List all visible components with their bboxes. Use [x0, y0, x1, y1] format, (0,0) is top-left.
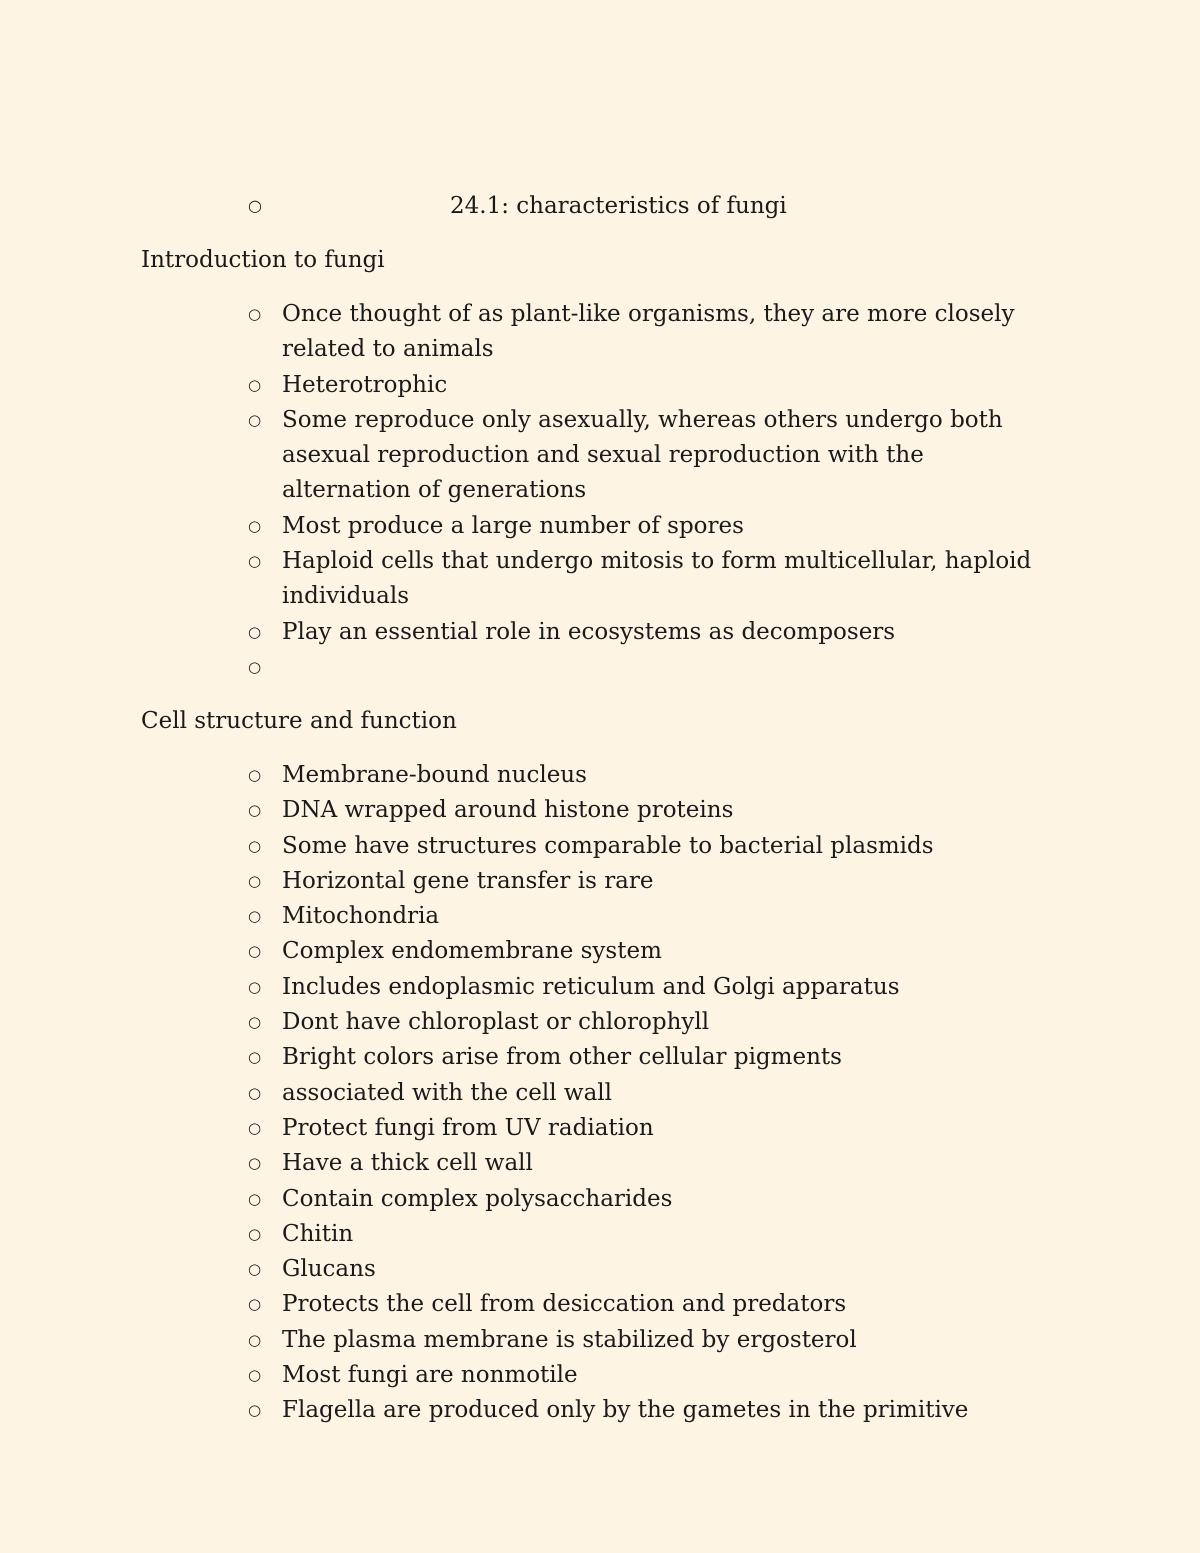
section-heading-introduction: Introduction to fungi [141, 247, 385, 273]
bullet-icon: ○ [248, 622, 262, 641]
list-item-text: Bright colors arise from other cellular pigments [282, 1044, 842, 1071]
list-item [248, 1252, 1048, 1287]
list-item-text: Some reproduce only asexually, whereas others undergo both asexual reproduction and sexual reproduction with the alternation of generations [282, 406, 1003, 504]
bullet-icon: ○ [248, 1366, 262, 1385]
list-item-text: Dont have chloroplast or chlorophyll [282, 1009, 710, 1036]
list-item-text: Have a thick cell wall [282, 1150, 533, 1177]
list-item-text: Contain complex polysaccharides [282, 1185, 673, 1212]
list-item [248, 1217, 1048, 1252]
bullet-icon: ○ [248, 552, 262, 571]
list-item [248, 758, 1048, 793]
list-item [248, 1182, 1048, 1217]
bullet-icon: ○ [248, 516, 262, 535]
list-item [248, 793, 1048, 828]
list-item [248, 1111, 1048, 1146]
list-item [248, 934, 1048, 969]
bullet-icon: ○ [248, 1083, 262, 1102]
list-item-text: Membrane-bound nucleus [282, 762, 587, 788]
list-item [248, 403, 1048, 509]
bullet-icon: ○ [248, 410, 262, 429]
bullet-icon: ○ [248, 1154, 262, 1173]
list-item-text: Most fungi are nonmotile [282, 1362, 578, 1389]
bullet-icon: ○ [248, 375, 262, 394]
bullet-icon: ○ [248, 836, 262, 855]
bullet-icon: ○ [248, 305, 262, 323]
list-item-text: Most produce a large number of spores [282, 512, 744, 539]
cell-structure-list [248, 758, 1048, 1429]
list-item-text: Includes endoplasmic reticulum and Golgi apparatus [282, 973, 900, 1000]
list-item-text: DNA wrapped around histone proteins [282, 797, 734, 824]
list-item-text: Protect fungi from UV radiation [282, 1114, 654, 1141]
bullet-icon: ○ [248, 657, 262, 676]
bullet-icon: ○ [248, 1013, 262, 1032]
list-item [248, 1005, 1048, 1040]
list-item-text: Complex endomembrane system [282, 938, 662, 965]
list-item [248, 544, 1048, 615]
list-item-text: Play an essential role in ecosystems as decomposers [282, 618, 896, 645]
list-item [248, 1287, 1048, 1322]
list-item [248, 297, 1048, 368]
page-title: 24.1: characteristics of fungi [450, 193, 787, 219]
list-item-text: Chitin [282, 1220, 354, 1247]
list-item-text: Horizontal gene transfer is rare [282, 867, 654, 894]
list-item-text: Once thought of as plant-like organisms, they are more closely related to animals [282, 301, 1015, 363]
list-item [248, 1323, 1048, 1358]
list-item [248, 650, 1048, 685]
bullet-icon: ○ [248, 1401, 262, 1420]
list-item [248, 970, 1048, 1005]
list-item-text: Flagella are produced only by the gametes in the primitive [282, 1397, 969, 1424]
bullet-icon: ○ [248, 977, 262, 996]
title-row [0, 188, 1200, 224]
bullet-icon: ○ [248, 871, 262, 890]
list-item [248, 864, 1048, 899]
list-item [248, 1040, 1048, 1075]
list-item [248, 1358, 1048, 1393]
list-item-text: Some have structures comparable to bacterial plasmids [282, 832, 934, 859]
bullet-icon: ○ [248, 1048, 262, 1067]
list-item-text: The plasma membrane is stabilized by ergosterol [282, 1326, 857, 1353]
list-item [248, 368, 1048, 403]
list-item-text: Haploid cells that undergo mitosis to form multicellular, haploid individuals [282, 548, 1032, 610]
bullet-icon: ○ [248, 1189, 262, 1208]
list-item [248, 1076, 1048, 1111]
list-item [248, 1146, 1048, 1181]
bullet-icon: ○ [248, 1295, 262, 1314]
list-item [248, 615, 1048, 650]
list-item-text: Glucans [282, 1256, 376, 1283]
bullet-icon: ○ [248, 1260, 262, 1279]
introduction-list [248, 297, 1048, 685]
title-bullet: ○ [248, 196, 262, 215]
list-item [248, 899, 1048, 934]
list-item-text: associated with the cell wall [282, 1079, 613, 1106]
bullet-icon: ○ [248, 801, 262, 820]
list-item [248, 1393, 1048, 1428]
bullet-icon: ○ [248, 1330, 262, 1349]
list-item [248, 509, 1048, 544]
bullet-icon: ○ [248, 942, 262, 961]
bullet-icon: ○ [248, 1118, 262, 1137]
bullet-icon: ○ [248, 1224, 262, 1243]
list-item [248, 829, 1048, 864]
bullet-icon: ○ [248, 766, 262, 784]
list-item-text: Protects the cell from desiccation and predators [282, 1291, 847, 1318]
bullet-icon: ○ [248, 907, 262, 926]
section-heading-cell-structure: Cell structure and function [141, 708, 457, 734]
list-item-text: Heterotrophic [282, 371, 448, 398]
list-item-text: Mitochondria [282, 903, 440, 930]
